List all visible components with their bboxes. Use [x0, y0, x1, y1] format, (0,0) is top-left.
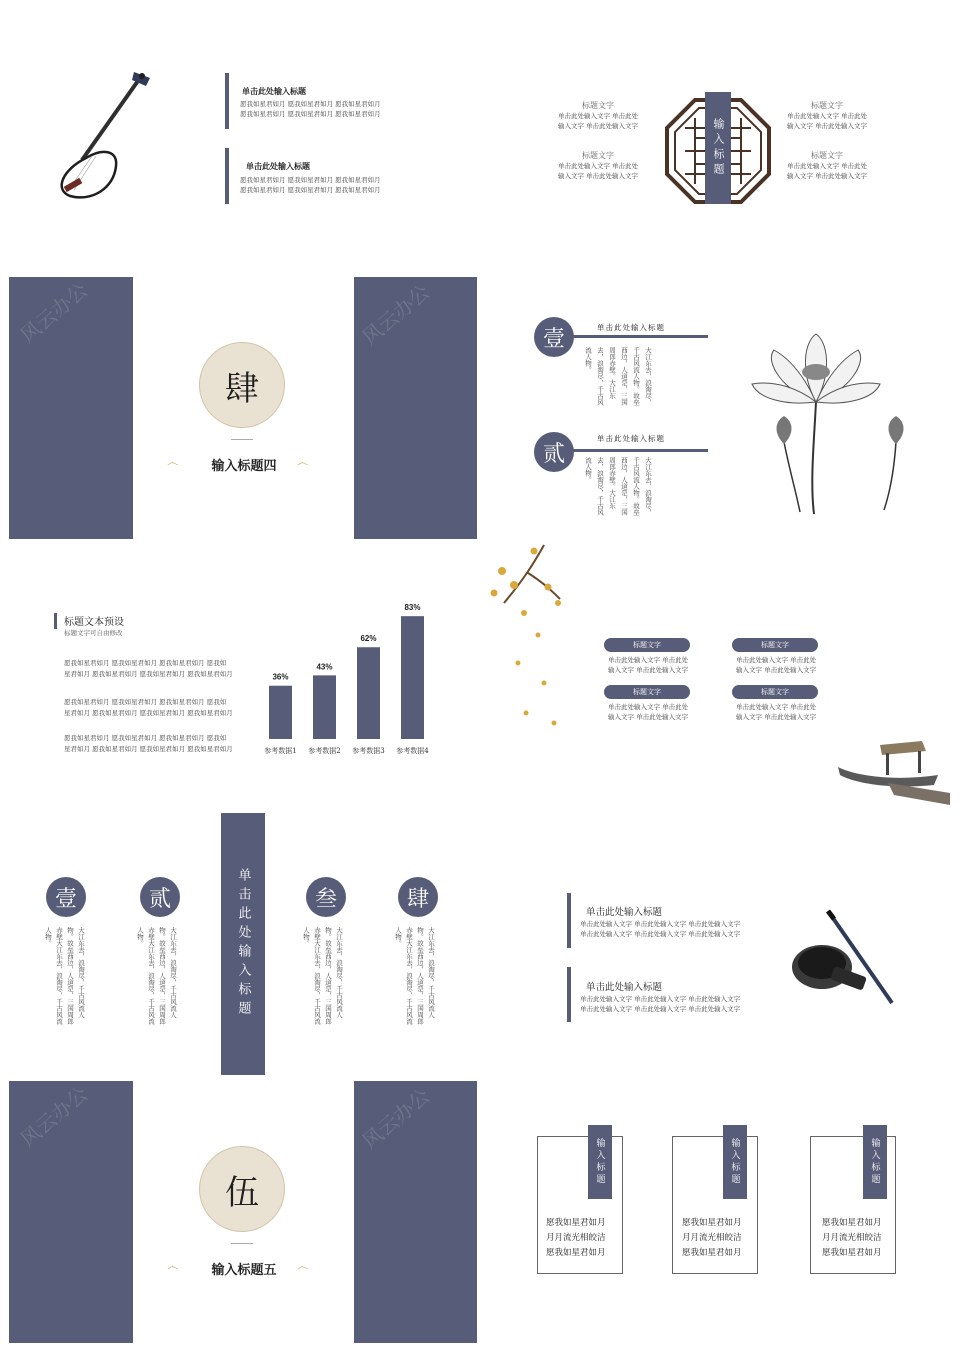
ginkgo-branch-illustration — [484, 543, 574, 738]
cloud-ornament-icon: ෴ — [167, 1259, 179, 1273]
block-bar — [567, 893, 571, 948]
item-title[interactable]: 单击此处输入标题 — [597, 434, 665, 443]
card-line: 月月流光相皎洁 — [822, 1233, 882, 1243]
card-tab-label[interactable]: 输入标题 — [869, 1138, 880, 1186]
inkstone-brush-illustration — [788, 907, 898, 1017]
divider — [231, 439, 253, 440]
block-line: 单击此处输入文字 单击此处输入文字 单击此处输入文字 — [580, 920, 741, 928]
block-line: 愿我如星君如月 愿我如星君如月 愿我如星君如月 — [240, 100, 381, 108]
card-line: 愿我如星君如月 — [682, 1248, 742, 1258]
item-title[interactable]: 标题文字 — [582, 101, 614, 110]
block-line: 愿我如星君如月 愿我如星君如月 愿我如星君如月 — [240, 110, 381, 118]
para-line: 星君如月 愿我如星君如月 愿我如星君如月 愿我如星君如月 — [64, 670, 233, 678]
divider — [231, 1243, 253, 1244]
para-line: 愿我如星君如月 愿我如星君如月 愿我如星君如月 愿我如 — [64, 734, 227, 742]
slide-section-five — [9, 1081, 477, 1343]
numeral-circle — [199, 1146, 285, 1232]
item-line: 单击此处输入文字 单击此处 — [557, 162, 639, 170]
card-line: 愿我如星君如月 — [546, 1218, 606, 1228]
bar-3 — [357, 647, 380, 739]
bar-4 — [401, 616, 424, 739]
numeral: 贰 — [542, 441, 565, 467]
numeral-circle — [46, 877, 86, 917]
card-line: 愿我如星君如月 — [682, 1218, 742, 1228]
item-line: 输入文字 单击此处输入文字 — [557, 122, 639, 130]
item-title[interactable]: 标题文字 — [811, 151, 843, 160]
text-item — [555, 150, 641, 181]
numeral-circle — [398, 877, 438, 917]
numeral-circle — [534, 432, 574, 472]
center-title[interactable]: 单击此处输入标题 — [235, 868, 251, 1020]
item-pill[interactable]: 标题文字 — [604, 638, 690, 652]
slide-lotus-items — [482, 277, 960, 539]
card-line: 愿我如星君如月 — [822, 1218, 882, 1228]
watermark: 风云办公 — [357, 279, 435, 350]
bar-chart — [255, 591, 455, 761]
block-line: 单击此处输入文字 单击此处输入文字 单击此处输入文字 — [580, 995, 741, 1003]
item-pill[interactable]: 标题文字 — [732, 638, 818, 652]
item-text: 大江东去，浪淘尽，千古风流人物。故垒西边，人道是，三国周郎赤壁大江东去，浪淘尽，千古风流人物。 — [136, 927, 177, 1025]
item-line-rule — [552, 335, 708, 338]
numeral-circle — [306, 877, 346, 917]
watermark: 风云办公 — [15, 277, 93, 348]
bar-category-label: 参考数据3 — [352, 747, 385, 755]
card-tab — [588, 1125, 612, 1199]
cloud-ornament-icon: ෴ — [167, 455, 179, 469]
para-line: 愿我如星君如月 愿我如星君如月 愿我如星君如月 愿我如 — [64, 659, 227, 667]
card-tab — [863, 1125, 887, 1199]
bar-value-label: 83% — [404, 603, 421, 613]
text-item — [784, 150, 870, 181]
numeral: 壹 — [542, 326, 565, 352]
bar-category-label: 参考数据4 — [396, 747, 429, 755]
slide-window-lattice — [482, 0, 960, 268]
item-line: 输入文字 单击此处输入文字 — [608, 666, 689, 674]
slide-three-cards — [482, 1081, 960, 1343]
para-line: 愿我如星君如月 愿我如星君如月 愿我如星君如月 愿我如 — [64, 698, 227, 706]
card-tab-label[interactable]: 输入标题 — [594, 1138, 605, 1186]
bar-category-label: 参考数据2 — [308, 747, 341, 755]
block-title[interactable]: 单击此处输入标题 — [242, 86, 306, 96]
numeral: 叁 — [314, 886, 337, 912]
item-text: 大江东去，浪淘尽，千古风流人物。故垒西边，人道是，三国周郎赤壁大江东去，浪淘尽，千古风流人物。 — [394, 927, 435, 1025]
item-line: 单击此处输入文字 单击此处 — [736, 703, 817, 711]
text-item — [555, 100, 641, 131]
block-bar — [225, 73, 229, 129]
center-title-banner — [705, 92, 731, 204]
bar-1 — [269, 686, 292, 739]
item-title[interactable]: 标题文字 — [582, 151, 614, 160]
numeral-circle — [534, 317, 574, 357]
item-line: 输入文字 单击此处输入文字 — [608, 713, 689, 721]
item-text: 大江东去，浪淘尽，千古风流人物。故垒西边，人道是，三国周郎赤壁大江东去，浪淘尽，千古风流人物。 — [44, 927, 85, 1025]
slide-bar-chart — [0, 541, 478, 809]
bar-value-label: 36% — [272, 672, 289, 682]
para-line: 星君如月 愿我如星君如月 愿我如星君如月 愿我如星君如月 — [64, 745, 233, 753]
numeral: 肆 — [225, 368, 259, 409]
item-line: 单击此处输入文字 单击此处 — [736, 656, 817, 664]
slide-inkstone-titles — [482, 811, 960, 1079]
cloud-ornament-icon: ෴ — [297, 455, 309, 469]
bar-2 — [313, 675, 336, 739]
item-line: 输入文字 单击此处输入文字 — [786, 122, 868, 130]
item-line: 输入文字 单击此处输入文字 — [736, 713, 817, 721]
slide-section-four — [9, 277, 477, 539]
item-text: 大江东去，浪淘尽，千古风流人物。故垒西边，人道是，三国周郎赤壁大江东去，浪淘尽，千古风流人物。 — [302, 927, 343, 1025]
chart-section-subtitle: 标题文字可自由修改 — [64, 629, 123, 637]
item-pill[interactable]: 标题文字 — [732, 685, 818, 699]
block-bar — [225, 148, 229, 204]
item-line: 单击此处输入文字 单击此处 — [608, 656, 689, 664]
item-title[interactable]: 单击此处输入标题 — [597, 323, 665, 332]
item-line: 单击此处输入文字 单击此处 — [557, 112, 639, 120]
chart-section-title[interactable]: 标题文本预设 — [64, 617, 124, 628]
block-title[interactable]: 单击此处输入标题 — [246, 161, 310, 171]
pipa-illustration — [52, 70, 162, 200]
title-bar — [54, 613, 57, 629]
watermark: 风云办公 — [357, 1083, 435, 1154]
item-line: 输入文字 单击此处输入文字 — [736, 666, 817, 674]
slide-pipa-titles — [0, 0, 478, 268]
lotus-illustration — [744, 332, 914, 517]
card-line: 愿我如星君如月 — [546, 1248, 606, 1258]
item-line: 输入文字 单击此处输入文字 — [786, 172, 868, 180]
block-bar — [567, 967, 571, 1022]
numeral: 贰 — [148, 886, 171, 912]
card-line: 月月流光相皎洁 — [546, 1233, 606, 1243]
center-title-banner — [221, 813, 265, 1075]
item-line: 单击此处输入文字 单击此处 — [786, 112, 868, 120]
item-title[interactable]: 标题文字 — [811, 101, 843, 110]
block-line: 愿我如星君如月 愿我如星君如月 愿我如星君如月 — [240, 176, 381, 184]
bar-value-label: 62% — [360, 634, 377, 644]
card-tab-label[interactable]: 输入标题 — [729, 1138, 740, 1186]
item-line: 单击此处输入文字 单击此处 — [608, 703, 689, 711]
block-title[interactable]: 单击此处输入标题 — [586, 907, 663, 918]
section-title[interactable]: 输入标题四 — [211, 459, 277, 474]
center-title[interactable]: 输入标题 — [712, 118, 725, 178]
card-line: 月月流光相皎洁 — [682, 1233, 742, 1243]
numeral: 肆 — [406, 886, 429, 912]
item-line-rule — [552, 449, 708, 452]
watermark: 风云办公 — [15, 1081, 93, 1152]
item-text: 大江东去，浪淘尽，千古风流人物。故垒西边，人道是，三国周郎赤壁。大江东去，浪淘尽，千古风流人物。 — [584, 457, 652, 516]
boat-dock-illustration — [838, 737, 950, 807]
text-item — [784, 100, 870, 131]
numeral-circle — [199, 342, 285, 428]
block-line: 单击此处输入文字 单击此处输入文字 单击此处输入文字 — [580, 1005, 741, 1013]
block-line: 单击此处输入文字 单击此处输入文字 单击此处输入文字 — [580, 930, 741, 938]
numeral: 伍 — [225, 1172, 259, 1213]
cloud-ornament-icon: ෴ — [297, 1259, 309, 1273]
item-pill[interactable]: 标题文字 — [604, 685, 690, 699]
block-title[interactable]: 单击此处输入标题 — [586, 982, 663, 993]
card-line: 愿我如星君如月 — [822, 1248, 882, 1258]
slide-pill-items — [482, 541, 960, 809]
para-line: 星君如月 愿我如星君如月 愿我如星君如月 愿我如星君如月 — [64, 709, 233, 717]
numeral-circle — [140, 877, 180, 917]
item-line: 输入文字 单击此处输入文字 — [557, 172, 639, 180]
slide-four-numerals — [0, 811, 478, 1079]
item-text: 大江东去，浪淘尽，千古风流人物。故垒西边，人道是，三国周郎赤壁。大江东去，浪淘尽，千古风流人物。 — [584, 347, 652, 406]
card-tab — [723, 1125, 747, 1199]
numeral: 壹 — [54, 886, 77, 912]
bar-value-label: 43% — [316, 662, 333, 672]
bar-category-label: 参考数据1 — [264, 747, 297, 755]
item-line: 单击此处输入文字 单击此处 — [786, 162, 868, 170]
section-title[interactable]: 输入标题五 — [211, 1263, 277, 1278]
block-line: 愿我如星君如月 愿我如星君如月 愿我如星君如月 — [240, 186, 381, 194]
